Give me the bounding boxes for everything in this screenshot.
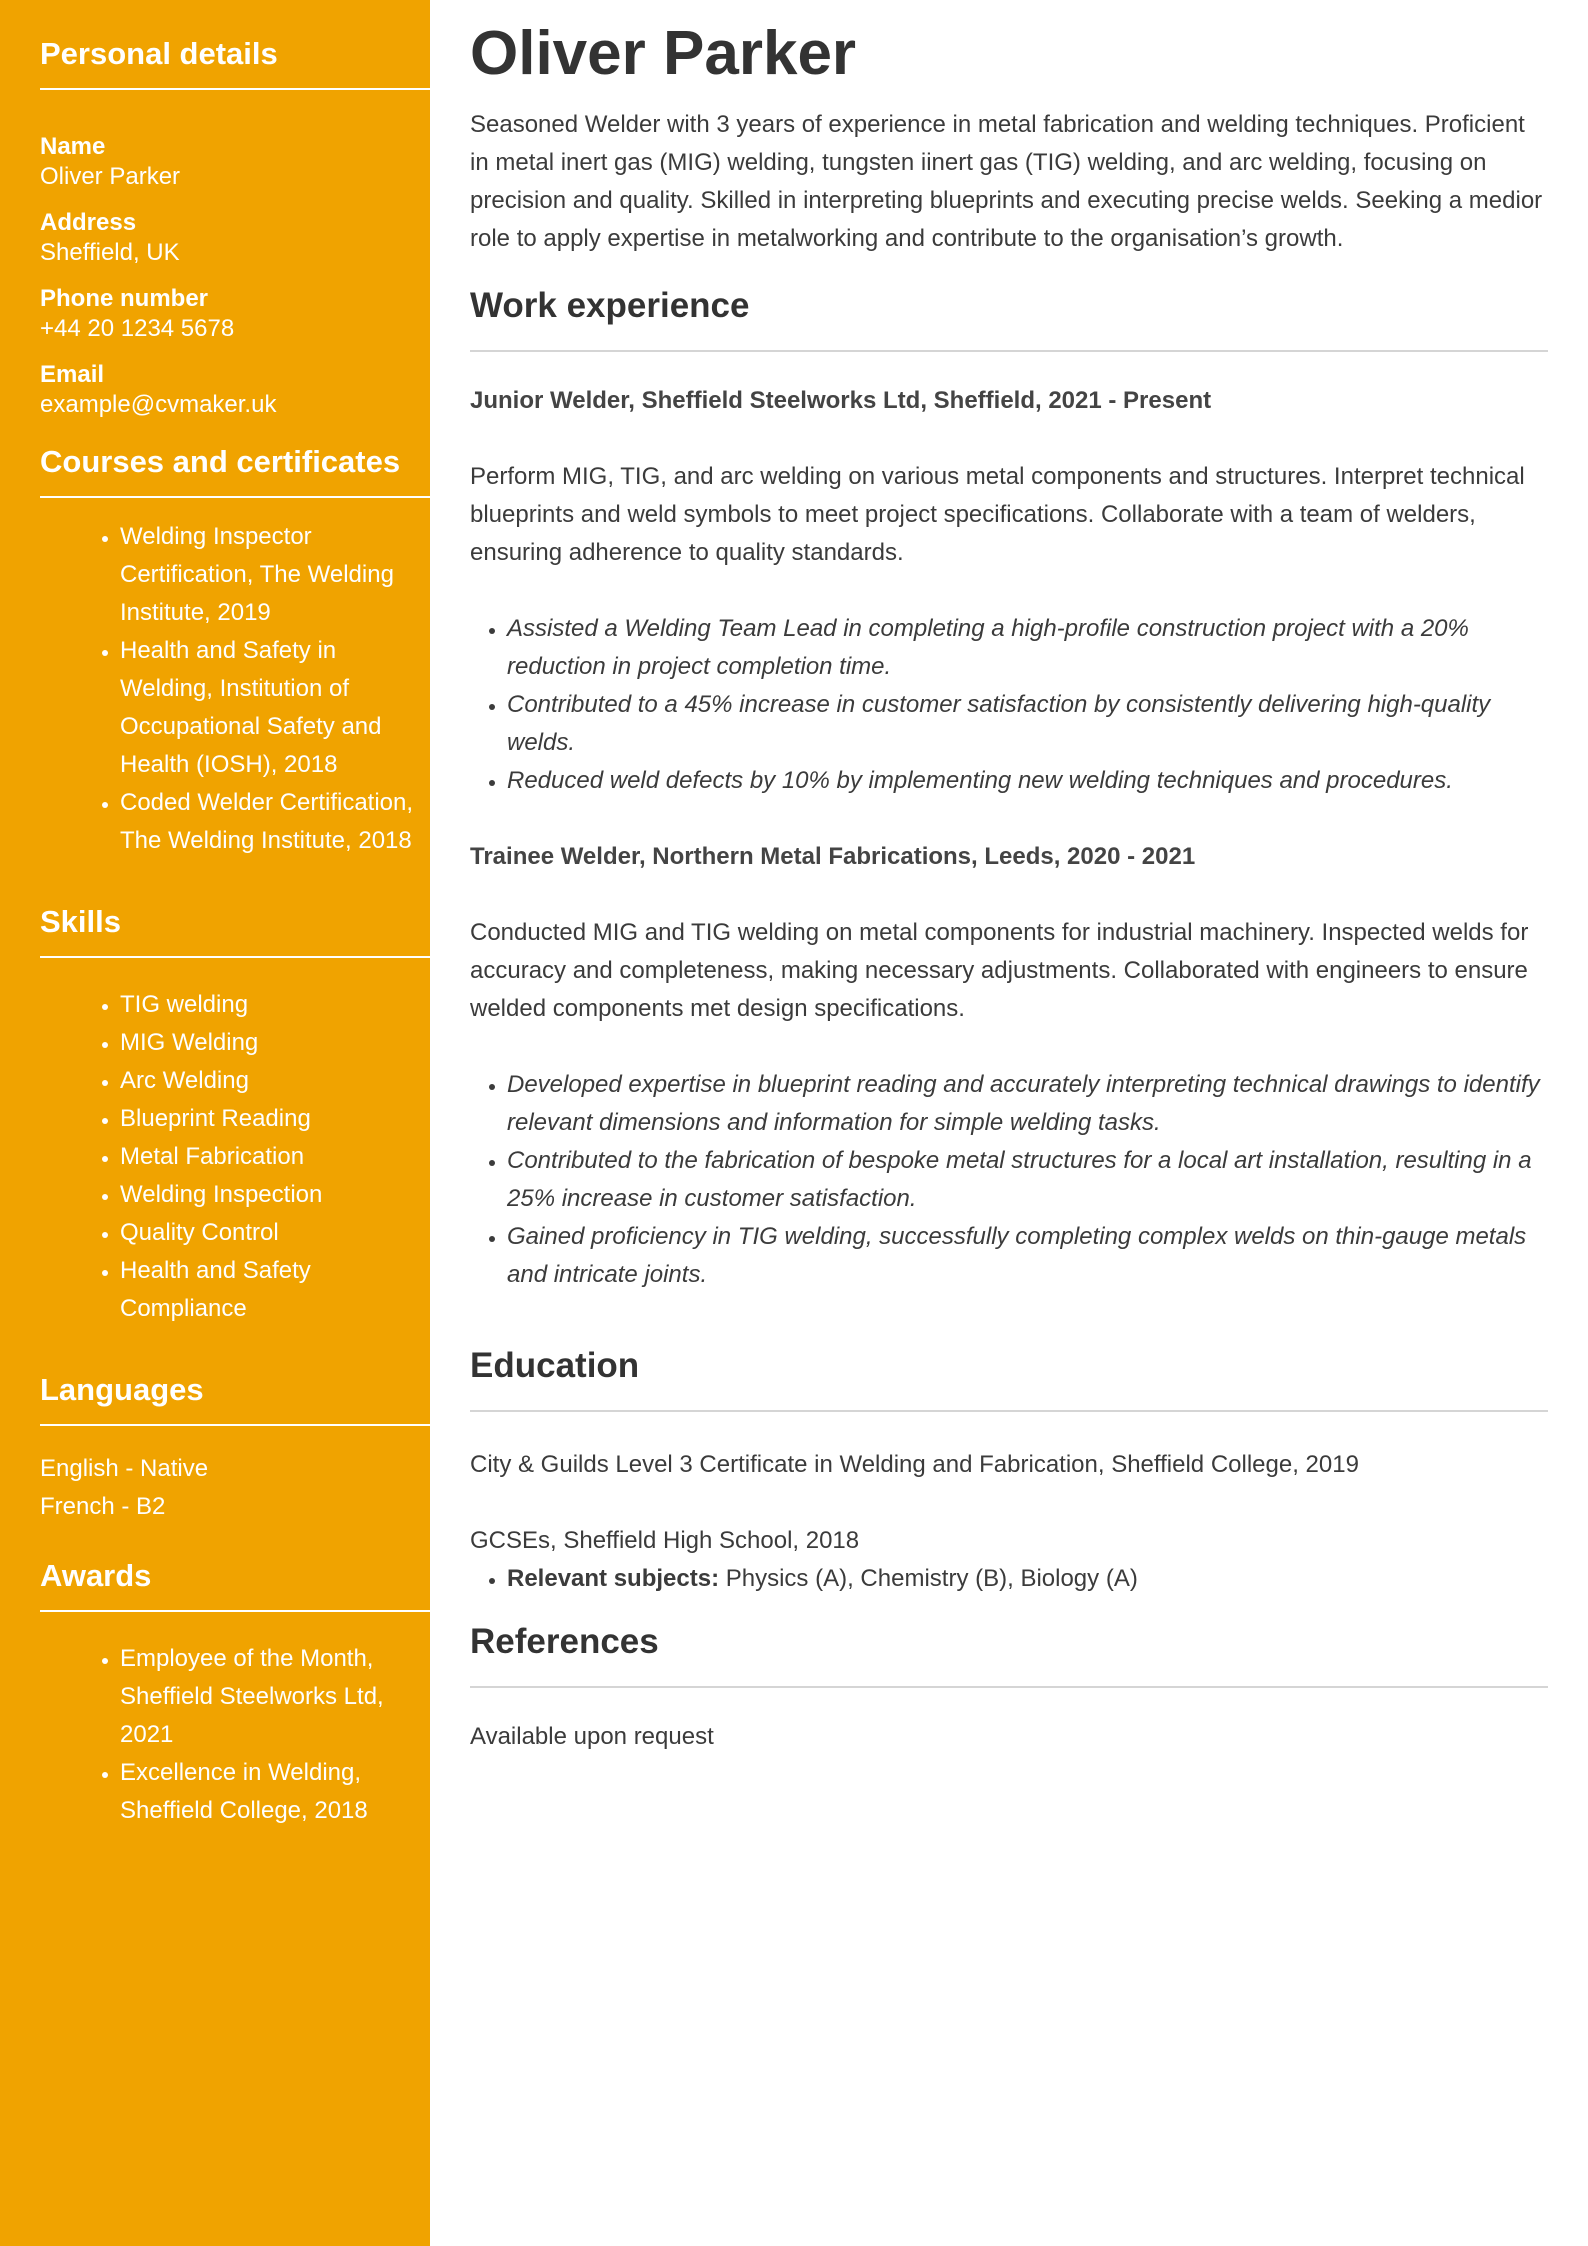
divider: [40, 1610, 430, 1612]
divider: [40, 496, 430, 498]
job-description: Perform MIG, TIG, and arc welding on various metal components and structures. Interpret technical blueprints and weld symbols to meet project specifications. Collaborate with a team of welders, ensuring adherence to quality standards.: [470, 463, 1525, 566]
list-item: • Welding Inspector Certification, The Welding Institute, 2019: [120, 518, 430, 632]
pd-email: [40, 360, 430, 420]
subjects-value: Physics (A), Chemistry (B), Biology (A): [719, 1565, 1138, 1592]
pd-phone-value: +44 20 1234 5678: [40, 315, 235, 342]
skills-heading: Skills: [40, 904, 121, 939]
list-item: • Metal Fabrication: [120, 1138, 430, 1176]
list-item: • MIG Welding: [120, 1024, 430, 1062]
personal-details-list: [40, 132, 430, 420]
list-item: • Contributed to the fabrication of bespoke metal structures for a local art installation, resulting in a 25% increase in customer satisfaction.: [507, 1142, 1548, 1218]
divider: [470, 350, 1548, 352]
list-item: English - Native: [40, 1455, 209, 1482]
list-item: • Employee of the Month, Sheffield Steelworks Ltd, 2021: [120, 1640, 430, 1754]
references-text: Available upon request: [470, 1723, 714, 1750]
sidebar: [0, 0, 430, 2246]
relevant-subjects-list: [470, 1560, 1548, 1598]
pd-email-label: Email: [40, 361, 105, 388]
job-title: Junior Welder, Sheffield Steelworks Ltd, Sheffield, 2021 - Present: [470, 387, 1212, 414]
divider: [470, 1686, 1548, 1688]
awards-list: [40, 1640, 430, 1830]
list-item: • Health and Safety Compliance: [120, 1252, 430, 1328]
list-item: • Quality Control: [120, 1214, 430, 1252]
list-item: • Health and Safety in Welding, Institution of Occupational Safety and Health (IOSH), 2018: [120, 632, 430, 784]
list-item: • TIG welding: [120, 986, 430, 1024]
education-heading: Education: [470, 1346, 640, 1385]
pd-phone-label: Phone number: [40, 285, 209, 312]
references-section: [470, 1620, 1548, 1756]
work-experience-section: [470, 284, 1548, 1294]
list-item: • Developed expertise in blueprint reading and accurately interpreting technical drawings to identify relevant dimensions and information for simple welding tasks.: [507, 1066, 1548, 1142]
divider: [40, 88, 430, 90]
list-item: • Reduced weld defects by 10% by implementing new welding techniques and procedures.: [507, 762, 1548, 800]
skills-list: [40, 986, 430, 1328]
languages-section: [40, 1370, 430, 1526]
pd-name-label: Name: [40, 133, 106, 160]
job-title: Trainee Welder, Northern Metal Fabrications, Leeds, 2020 - 2021: [470, 843, 1196, 870]
list-item: [507, 1560, 1548, 1598]
main-content: [470, 0, 1548, 1756]
pd-phone: [40, 284, 430, 344]
subjects-label: Relevant subjects:: [507, 1565, 720, 1592]
skills-section: [40, 902, 430, 1328]
education-entry: GCSEs, Sheffield High School, 2018: [470, 1527, 860, 1554]
courses-section: [40, 442, 430, 860]
pd-email-value[interactable]: example@cvmaker.uk: [40, 391, 277, 418]
list-item: • Blueprint Reading: [120, 1100, 430, 1138]
job-entry: [470, 382, 1548, 800]
awards-section: [40, 1556, 430, 1830]
page-title: Oliver Parker: [470, 19, 857, 88]
divider: [40, 956, 430, 958]
pd-address: [40, 208, 430, 268]
divider: [40, 1424, 430, 1426]
list-item: • Gained proficiency in TIG welding, successfully completing complex welds on thin-gauge metals and intricate joints.: [507, 1218, 1548, 1294]
list-item: • Welding Inspection: [120, 1176, 430, 1214]
pd-name: [40, 132, 430, 192]
list-item: • Coded Welder Certification, The Welding Institute, 2018: [120, 784, 430, 860]
job-entry: [470, 838, 1548, 1294]
list-item: • Contributed to a 45% increase in customer satisfaction by consistently delivering high-quality welds.: [507, 686, 1548, 762]
list-item: • Assisted a Welding Team Lead in completing a high-profile construction project with a 20% reduction in project completion time.: [507, 610, 1548, 686]
courses-heading: Courses and certificates: [40, 444, 401, 479]
divider: [470, 1410, 1548, 1412]
list-item: • Excellence in Welding, Sheffield College, 2018: [120, 1754, 430, 1830]
personal-details-section: [40, 34, 430, 420]
references-heading: References: [470, 1622, 659, 1661]
courses-list: [40, 518, 430, 860]
awards-heading: Awards: [40, 1558, 152, 1593]
pd-name-value: Oliver Parker: [40, 163, 181, 190]
pd-address-value: Sheffield, UK: [40, 239, 180, 266]
education-entry: City & Guilds Level 3 Certificate in Welding and Fabrication, Sheffield College, 2019: [470, 1451, 1359, 1478]
languages-heading: Languages: [40, 1372, 204, 1407]
pd-address-label: Address: [40, 209, 137, 236]
list-item: French - B2: [40, 1493, 166, 1520]
achievements-list: [470, 1066, 1548, 1294]
job-description: Conducted MIG and TIG welding on metal components for industrial machinery. Inspected welds for accuracy and completeness, making necessary adjustments. Collaborated with engineers to ensure welded components met design specifications.: [470, 919, 1529, 1022]
education-section: [470, 1344, 1548, 1598]
personal-details-heading: Personal details: [40, 36, 278, 71]
list-item: • Arc Welding: [120, 1062, 430, 1100]
achievements-list: [470, 610, 1548, 800]
work-experience-heading: Work experience: [470, 286, 750, 325]
languages-list: [40, 1450, 430, 1526]
profile-summary: Seasoned Welder with 3 years of experience in metal fabrication and welding techniques. Proficient in metal inert gas (MIG) welding, tungsten iinert gas (TIG) welding, and arc welding, focusing on precision and quality. Skilled in interpreting blueprints and executing precise welds. Seeking a medior role to apply expertise in metalworking and contribute to the organisation’s growth.: [470, 111, 1543, 252]
